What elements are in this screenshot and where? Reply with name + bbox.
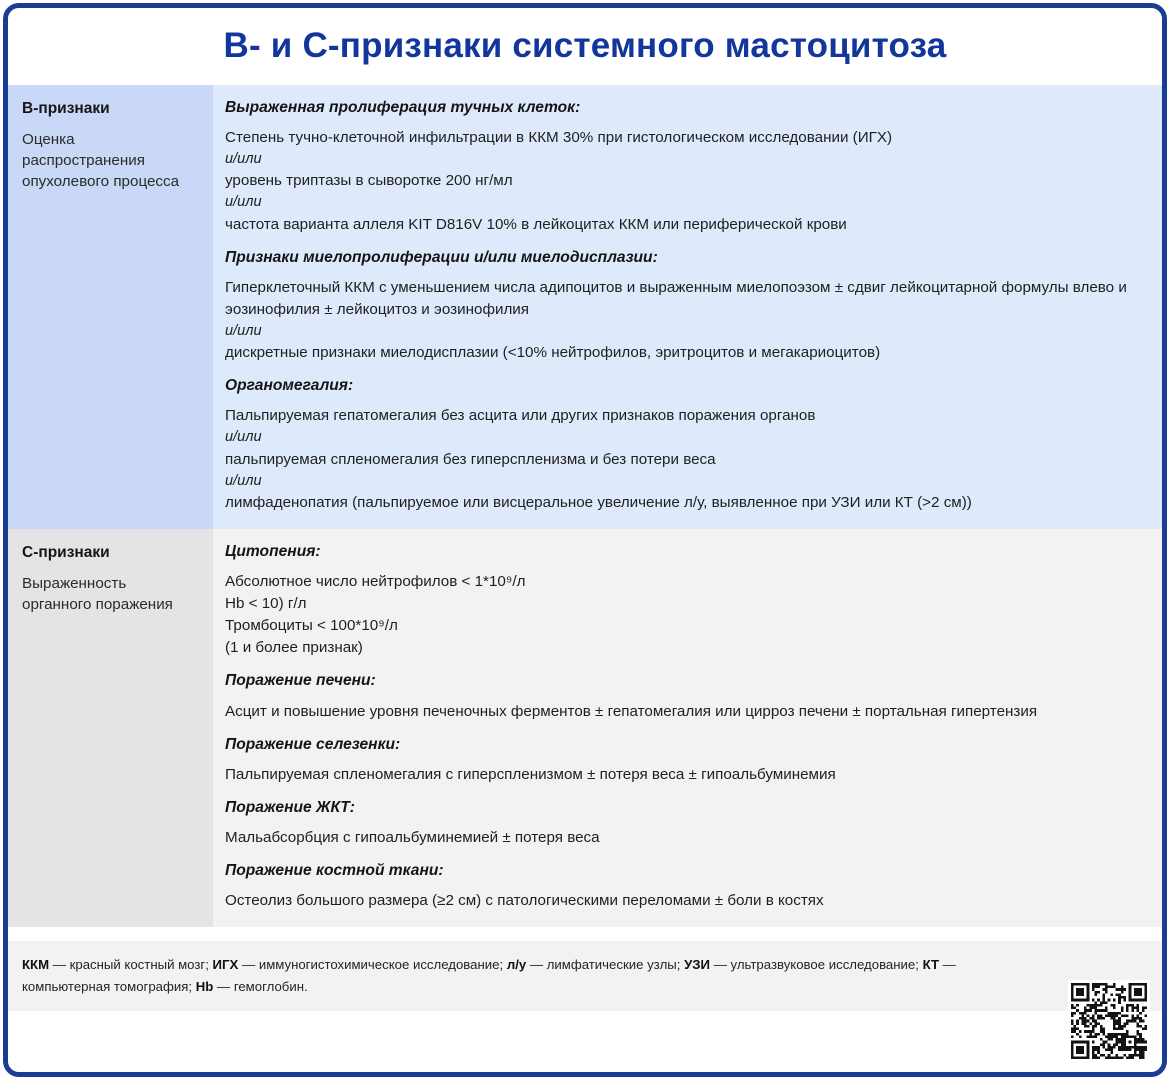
criteria-body [225, 127, 1150, 235]
criteria-block [225, 671, 1150, 722]
criteria-heading: Выраженная пролиферация тучных клеток: [225, 99, 581, 116]
criteria-line: частота варианта аллеля KIT D816V 10% в лейкоцитах ККМ или периферической крови [225, 215, 847, 233]
criteria-heading: Поражение костной ткани: [225, 862, 444, 880]
abbreviations-text: ККМ — красный костный мозг; ИГХ — иммуногистохимическое исследование; л/у — лимфатические узлы; УЗИ — ультразвуковое исследование; КТ — компьютерная томография; Hb — гемоглобин. [22, 957, 956, 994]
qr-code[interactable] [1068, 980, 1150, 1062]
criteria-body [225, 571, 1150, 659]
criteria-block [225, 248, 1150, 365]
criteria-line: дискретные признаки миелодисплазии (<10% нейтрофилов, эритроцитов и мегакариоцитов) [225, 344, 881, 362]
row-label-c-signs [8, 529, 213, 928]
row-content-c-signs [213, 529, 1162, 928]
criteria-block [225, 542, 1150, 659]
criteria-conjunction: и/или [225, 323, 262, 339]
criteria-line: Абсолютное число нейтрофилов < 1*10⁹/л [225, 573, 526, 591]
page-frame [3, 3, 1167, 1077]
criteria-line: лимфаденопатия (пальпируемое или висцеральное увеличение л/у, выявленное при УЗИ или КТ (>2 см)) [225, 493, 972, 511]
criteria-line: (1 и более признак) [225, 639, 363, 657]
criteria-heading: Поражение ЖКТ: [225, 798, 355, 816]
row-label-subtitle: Оценка распространения опухолевого процесса [22, 131, 180, 191]
criteria-heading: Органомегалия: [225, 377, 354, 395]
row-content-b-signs [213, 85, 1162, 529]
criteria-block [225, 376, 1150, 514]
criteria-line: пальпируемая спленомегалия без гиперспленизма и без потери веса [225, 450, 716, 468]
criteria-body [225, 701, 1150, 723]
criteria-line: Hb < 10) г/л [225, 595, 307, 613]
criteria-body [225, 277, 1150, 364]
criteria-line: Пальпируемая спленомегалия с гиперспленизмом ± потеря веса ± гипоальбуминемия [225, 765, 836, 783]
criteria-line: Мальабсорбция с гипоальбуминемией ± потеря веса [225, 829, 600, 847]
criteria-block [225, 798, 1150, 849]
criteria-body [225, 827, 1150, 849]
criteria-conjunction: и/или [225, 429, 262, 446]
row-label-title: B-признаки [22, 100, 110, 117]
criteria-heading: Поражение печени: [225, 672, 376, 690]
criteria-conjunction: и/или [225, 151, 262, 168]
criteria-block [225, 735, 1150, 786]
row-label-title: C-признаки [22, 543, 110, 561]
criteria-line: Гиперклеточный ККМ с уменьшением числа адипоцитов и выраженным миелопоэзом ± сдвиг лейкоцитарной формулы влево и эозинофилия ± лейкоцитоз и эозинофилия [225, 278, 1127, 318]
page-title: B- и C-признаки системного мастоцитоза [223, 26, 947, 66]
page-tail [8, 1011, 1162, 1072]
row-label-b-signs [8, 85, 213, 529]
criteria-heading: Признаки миелопролиферации и/или миелодисплазии: [225, 248, 658, 266]
title-band [8, 8, 1162, 85]
criteria-line: Степень тучно-клеточной инфильтрации в ККМ 30% при гистологическом исследовании (ИГХ) [225, 129, 893, 147]
row-label-subtitle: Выраженность органного поражения [22, 575, 173, 614]
abbreviations-footer [8, 941, 1162, 1011]
criteria-line: Асцит и повышение уровня печеночных ферментов ± гепатомегалия или цирроз печени ± портальная гипертензия [225, 702, 1038, 720]
criteria-body [225, 890, 1150, 912]
criteria-line: Остеолиз большого размера (≥2 см) с патологическими переломами ± боли в костях [225, 892, 824, 910]
criteria-body [225, 405, 1150, 513]
criteria-heading: Поражение селезенки: [225, 735, 401, 753]
footer-spacer [8, 927, 1162, 941]
criteria-block [225, 861, 1150, 912]
criteria-line: Пальпируемая гепатомегалия без асцита или других признаков поражения органов [225, 407, 816, 425]
criteria-line: Тромбоциты < 100*10⁹/л [225, 617, 398, 635]
signs-table [8, 85, 1162, 927]
criteria-line: уровень триптазы в сыворотке 200 нг/мл [225, 172, 513, 190]
criteria-conjunction: и/или [225, 472, 262, 489]
criteria-conjunction: и/или [225, 194, 262, 211]
criteria-heading: Цитопения: [225, 542, 321, 560]
criteria-block [225, 98, 1150, 236]
criteria-body [225, 764, 1150, 786]
table-row-b-signs [8, 85, 1162, 529]
table-row-c-signs [8, 529, 1162, 928]
